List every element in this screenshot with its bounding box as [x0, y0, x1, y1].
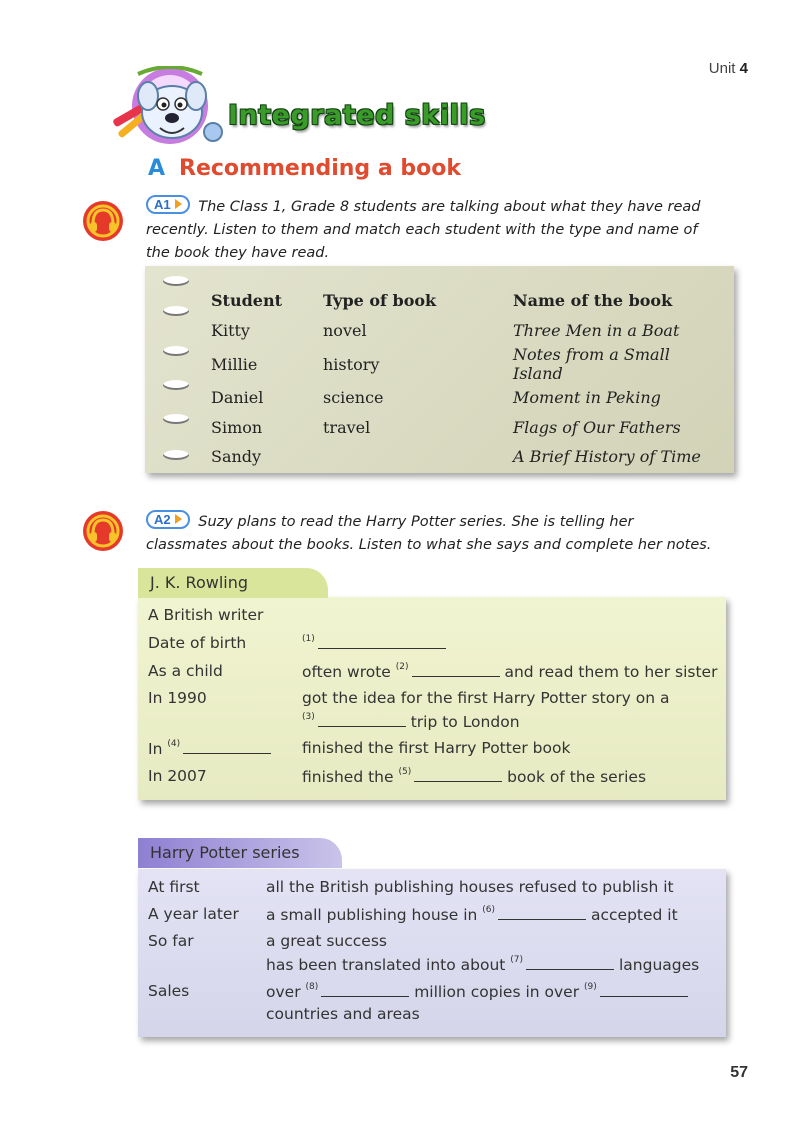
answer-blank[interactable] — [498, 905, 586, 920]
unit-text: Unit — [708, 60, 736, 77]
blank-number: (6) — [482, 904, 496, 915]
note-text: trip to London — [410, 713, 520, 731]
page-number: 57 — [730, 1064, 748, 1081]
column-header: Type of book — [323, 291, 437, 311]
binder-ring — [163, 306, 189, 316]
note-label: At first — [148, 878, 200, 896]
note-text: accepted it — [590, 906, 678, 924]
book-title-cell: Three Men in a Boat — [513, 320, 680, 340]
section-letter: A — [148, 156, 166, 181]
type-cell: history — [323, 354, 380, 374]
student-cell: Simon — [211, 417, 263, 437]
note-fill-row — [148, 739, 271, 758]
answer-blank[interactable] — [318, 634, 446, 649]
table-row — [211, 316, 723, 346]
note-text: finished the — [302, 768, 394, 786]
note-fill-row — [266, 982, 688, 1001]
note-text: finished the first Harry Potter book — [302, 739, 571, 757]
blank-number: (9) — [584, 981, 597, 992]
note-text: and read them to her sister — [504, 663, 718, 681]
table-row — [211, 383, 723, 413]
a1-notebook — [145, 266, 734, 473]
a1-instruction — [146, 196, 716, 265]
blank-number: (3) — [302, 711, 315, 722]
note-text: over — [266, 983, 301, 1001]
section-title: Integrated skills — [228, 100, 486, 131]
a2-instruction — [146, 511, 716, 557]
note-label: In 1990 — [148, 689, 207, 707]
note-fill-row — [302, 767, 646, 786]
note-text: has been translated into about — [266, 956, 506, 974]
blank-number: (2) — [395, 661, 409, 672]
note-text: million copies in over — [414, 983, 580, 1001]
book-title-cell: A Brief History of Time — [513, 447, 701, 467]
note-text: a great success — [266, 932, 387, 950]
binder-ring — [163, 414, 189, 424]
unit-number: 4 — [739, 60, 748, 77]
rowling-intro: A British writer — [148, 606, 264, 624]
a1-tag — [146, 195, 190, 214]
binder-ring — [163, 450, 189, 460]
student-cell: Daniel — [211, 388, 264, 408]
book-title-cell: Moment in Peking — [513, 388, 661, 408]
note-label: So far — [148, 932, 194, 950]
type-cell: novel — [323, 320, 367, 340]
dog-mascot-icon — [108, 66, 226, 150]
a1-instruction-text: The Class 1, Grade 8 students are talking about what they have read recently. Listen to them and match each student with the type and name of the book they have read. — [146, 199, 701, 261]
note-label: Sales — [148, 982, 190, 1000]
table-row — [211, 413, 723, 443]
note-fill-row — [266, 955, 699, 974]
answer-blank[interactable] — [318, 712, 406, 727]
binder-ring — [163, 276, 189, 286]
note-text: languages — [618, 956, 700, 974]
section-heading-text: Recommending a book — [179, 156, 461, 181]
type-cell: travel — [323, 417, 371, 437]
answer-blank[interactable] — [600, 982, 688, 997]
rowling-tab: J. K. Rowling — [138, 568, 328, 598]
student-cell: Sandy — [211, 447, 262, 467]
a2-instruction-text: Suzy plans to read the Harry Potter series. She is telling her classmates about the books. Listen to what she says and complete her notes. — [146, 514, 712, 553]
note-fill-row — [302, 634, 446, 653]
student-cell: Millie — [211, 354, 258, 374]
type-cell — [323, 442, 513, 472]
table-header-row — [211, 286, 723, 316]
answer-blank[interactable] — [183, 739, 271, 754]
answer-blank[interactable] — [414, 767, 502, 782]
headphones-icon — [82, 200, 124, 242]
type-cell: science — [323, 388, 384, 408]
column-header: Name of the book — [513, 291, 673, 311]
table-row — [211, 442, 723, 472]
book-title-cell: Notes from a Small Island — [513, 345, 670, 383]
student-cell: Kitty — [211, 320, 250, 340]
note-text: book of the series — [507, 768, 647, 786]
note-text: all the British publishing houses refused to publish it — [266, 878, 674, 896]
note-label: As a child — [148, 662, 223, 680]
book-table — [211, 286, 723, 472]
binder-ring — [163, 380, 189, 390]
note-text: got the idea for the first Harry Potter story on a — [302, 689, 670, 707]
series-tab: Harry Potter series — [138, 838, 342, 868]
note-fill-row — [302, 712, 520, 731]
play-triangle-icon — [175, 199, 182, 209]
headphones-icon — [82, 510, 124, 552]
book-title-cell: Flags of Our Fathers — [513, 417, 681, 437]
note-label: A year later — [148, 905, 239, 923]
answer-blank[interactable] — [321, 982, 409, 997]
table-row — [211, 345, 723, 383]
a1-tag-label: A1 — [154, 197, 171, 212]
blank-number: (8) — [305, 981, 319, 992]
column-header: Student — [211, 291, 282, 311]
play-triangle-icon — [175, 514, 182, 524]
blank-number: (7) — [510, 954, 524, 965]
answer-blank[interactable] — [526, 955, 614, 970]
note-fill-row — [302, 662, 717, 681]
blank-number: (5) — [398, 766, 412, 777]
blank-number: (4) — [167, 738, 181, 749]
note-text: countries and areas — [266, 1005, 420, 1023]
unit-label — [709, 60, 748, 77]
note-text: a small publishing house in — [266, 906, 478, 924]
note-label: In 2007 — [148, 767, 207, 785]
answer-blank[interactable] — [412, 662, 500, 677]
a2-tag — [146, 510, 190, 529]
note-fill-row — [266, 905, 678, 924]
note-label: Date of birth — [148, 634, 247, 652]
binder-ring — [163, 346, 189, 356]
note-label: In — [148, 740, 163, 758]
blank-number: (1) — [302, 633, 315, 644]
section-heading — [148, 156, 461, 181]
a2-tag-label: A2 — [154, 512, 171, 527]
note-text: often wrote — [302, 663, 391, 681]
